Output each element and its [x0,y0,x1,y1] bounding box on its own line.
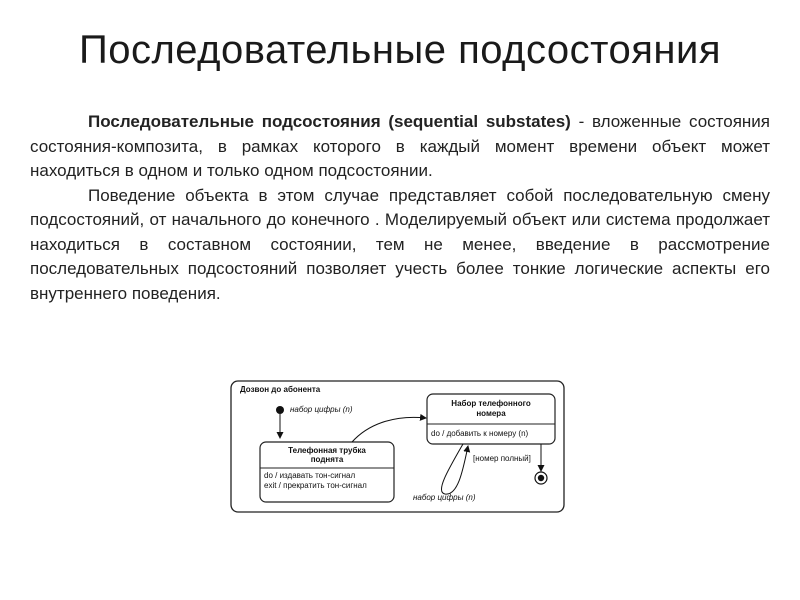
self-transition [441,444,468,494]
page-title: Последовательные подсостояния [78,28,722,72]
handset-state-name-2: поднята [310,455,344,464]
handset-state-name-1: Телефонная трубка [288,446,366,455]
dialing-state-name-2: номера [476,409,506,418]
definition-text: - вложенные состояния состояния-композита, в рамках которого в каждый момент времени объект может находиться в одном и только одном подсостоянии. [30,112,770,180]
dialing-state-name-1: Набор телефонного [451,399,531,408]
final-state-dot [538,475,544,481]
transition-to-dialing [352,417,426,442]
paragraph-definition [30,110,770,184]
body-text [30,110,770,306]
paragraph-behavior: Поведение объекта в этом случае представляет собой последовательную смену подсостояний, от начального до конечного . Моделируемый объект или система продолжает находиться в составном состоянии, тем не менее, введение в рассмотрение последовательных подсостояний позволяет учесть более тонкие логические аспекты его внутреннего поведения. [30,185,770,303]
term-highlight: Последовательные подсостояния (sequential substates) [88,112,571,131]
self-transition-label: набор цифры (n) [413,493,476,502]
initial-transition-label: набор цифры (n) [290,405,353,414]
dialing-action-do: do / добавить к номеру (n) [431,429,529,438]
composite-state-label: Дозвон до абонента [240,385,321,394]
handset-action-do: do / издавать тон-сигнал [264,471,356,480]
initial-state [276,406,284,414]
handset-action-exit: exit / прекратить тон-сигнал [264,481,367,490]
guard-label: [номер полный] [473,454,531,463]
state-diagram [230,380,566,514]
